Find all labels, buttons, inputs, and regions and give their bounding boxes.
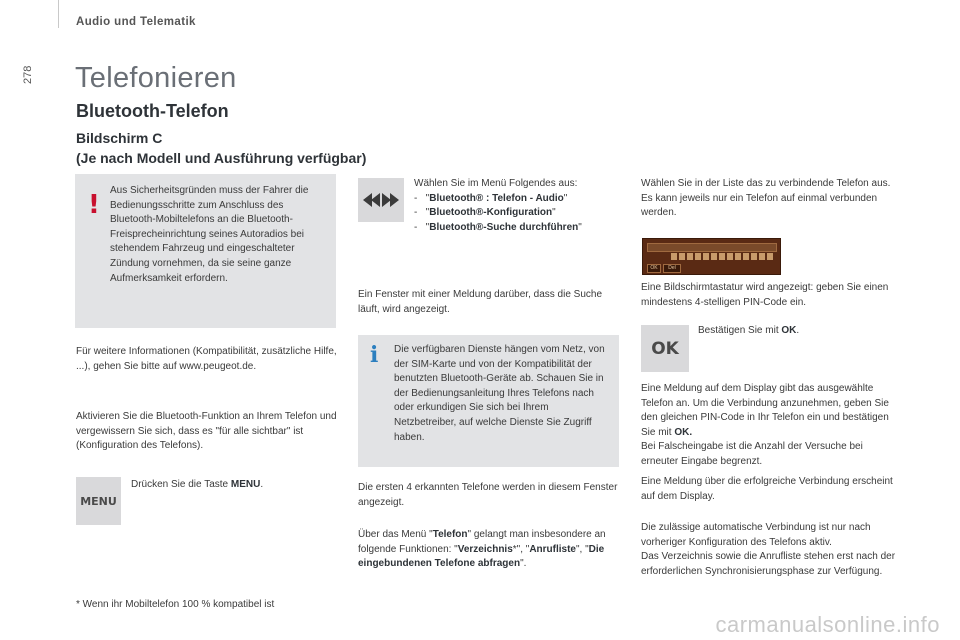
ok-key-label: OK	[651, 338, 679, 359]
more-info-text: Für weitere Informationen (Kompatibilität, zusätzliche Hilfe, ...), gehen Sie bitte auf www.peugeot.de.	[76, 346, 337, 372]
success-message-text: Eine Meldung über die erfolgreiche Verbindung erscheint auf dem Display.	[641, 476, 893, 502]
search-window-text: Ein Fenster mit einer Meldung darüber, dass die Suche läuft, wird angezeigt.	[358, 289, 603, 315]
watermark: carmanualsonline.info	[715, 612, 940, 637]
footnote: * Wenn ihr Mobiltelefon 100 % kompatibel ist	[76, 599, 275, 610]
activate-bluetooth-text: Aktivieren Sie die Bluetooth-Funktion an Ihrem Telefon und vergewissern Sie sich, dass es "für alle sichtbar" ist (Konfiguration des Telefons).	[76, 411, 337, 452]
menu-key-label: MENU	[80, 494, 117, 508]
page-number: 278	[22, 65, 34, 84]
section-subtitle: Bluetooth-Telefon	[76, 101, 229, 121]
select-phone-text: Wählen Sie in der Liste das zu verbindende Telefon aus. Es kann jeweils nur ein Telefon auf einmal verbunden werden.	[641, 178, 891, 219]
header-rule	[58, 0, 59, 28]
pin-keyboard-screen	[642, 238, 781, 275]
keyboard-text: Eine Bildschirmtastatur wird angezeigt: geben Sie einen mindestens 4-stelligen PIN-Code ein.	[641, 282, 889, 308]
ok-key-image	[641, 325, 689, 372]
screen-heading-note: (Je nach Modell und Ausführung verfügbar)	[76, 150, 367, 166]
seek-back-icon	[363, 193, 399, 207]
keyboard-keys	[671, 253, 775, 260]
menu-intro: Wählen Sie im Menü Folgendes aus:	[414, 178, 578, 189]
press-menu-text: Drücken Sie die Taste MENU.	[131, 479, 264, 490]
menu-item: - "Bluetooth®-Suche durchführen"	[414, 221, 582, 233]
warning-text: Aus Sicherheitsgründen muss der Fahrer die Bedienungsschritte zum Anschluss des Bluetooth-Mobiltelefons an die Bluetooth-Freisprecheinrichtung seines Autoradios bei stehendem Fahrzeug und eingeschalteter Zündung vornehmen, da sie seine ganze Aufmerksamkeit erfordern.	[110, 185, 309, 284]
menu-key-image	[76, 477, 121, 525]
skip-key-image	[358, 178, 404, 222]
info-icon: i	[370, 342, 379, 368]
section-header: Audio und Telematik	[76, 16, 196, 28]
menu-item: - "Bluetooth® : Telefon - Audio"	[414, 192, 568, 204]
telephone-functions-text: Über das Menü "Telefon" gelangt man insbesondere an folgende Funktionen: "Verzeichnis*", "Anrufliste", "Die eingebundenen Telefone abfragen".	[358, 529, 606, 570]
screen-del-button: Del	[663, 264, 681, 273]
menu-select-block	[414, 177, 624, 235]
screen-heading: Bildschirm C	[76, 130, 163, 146]
info-box-text: Die verfügbaren Dienste hängen vom Netz, von der SIM-Karte und von der Kompatibilität der benutzten Bluetooth-Geräte ab. Schauen Sie in der Bedienungsanleitung Ihres Telefons nach oder erkundigen Sie sich bei Ihrem Netzbetreiber, auf welche Dienste Sie Zugriff haben.	[394, 344, 605, 443]
page-title: Telefonieren	[75, 62, 237, 94]
pin-entry-field	[647, 243, 777, 252]
warning-icon: !	[88, 190, 100, 220]
screen-ok-button: OK	[647, 264, 661, 273]
auto-connection-text: Die zulässige automatische Verbindung ist nur nach vorheriger Konfiguration des Telefons aktiv. Das Verzeichnis sowie die Anrufliste stehen erst nach der erforderlichen Synchronisierungsphase zur Verfügung.	[641, 522, 896, 577]
first-four-phones-text: Die ersten 4 erkannten Telefone werden in diesem Fenster angezeigt.	[358, 482, 618, 508]
display-message-text: Eine Meldung auf dem Display gibt das ausgewählte Telefon an. Um die Verbindung anzunehmen, geben Sie den gleichen PIN-Code in Ihr Telefon ein und bestätigen Sie mit OK. Bei Falscheingabe ist die Anzahl der Versuche bei erneuter Eingabe begrenzt.	[641, 383, 889, 467]
menu-item: - "Bluetooth®-Konfiguration"	[414, 207, 556, 219]
confirm-ok-text: Bestätigen Sie mit OK.	[698, 325, 800, 336]
